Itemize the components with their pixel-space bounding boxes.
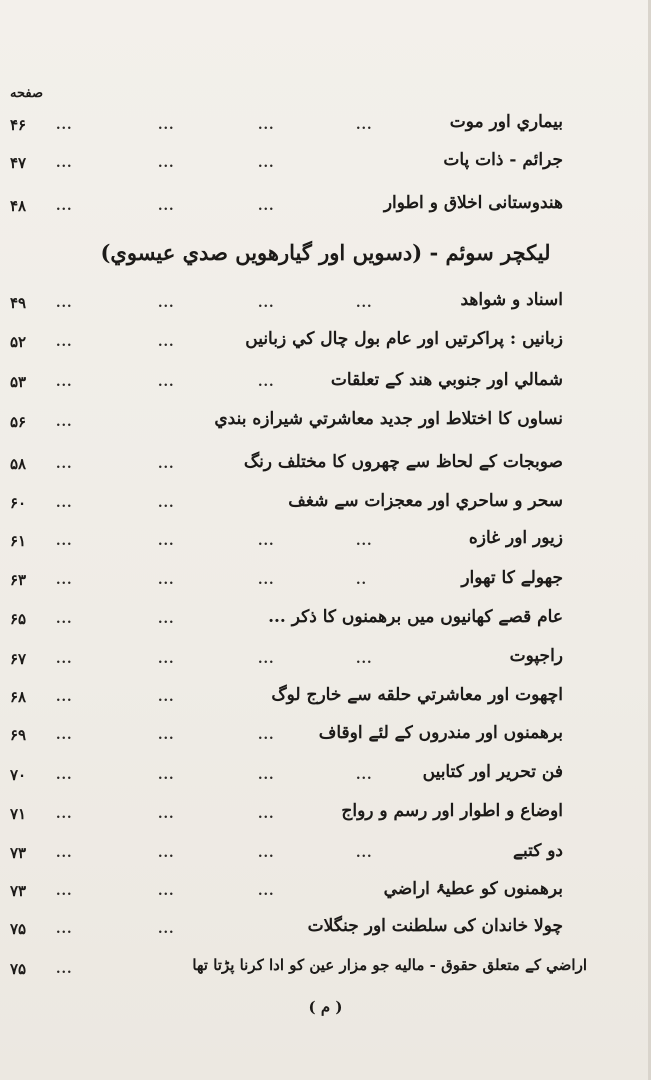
toc-page-number: ۴۸: [10, 197, 27, 215]
leader-dots: ...: [56, 612, 73, 627]
toc-title: صوبجات کے لحاظ سے چهروں کا مختلف رنگ: [243, 452, 563, 472]
leader-dots: ...: [258, 768, 275, 783]
toc-entry: [0, 150, 651, 180]
toc-entry: [0, 916, 651, 946]
toc-page-number: ۷۳: [10, 844, 27, 862]
toc-title: جرائم - ذات پات: [443, 150, 563, 170]
toc-page-number: ۵۳: [10, 373, 27, 391]
leader-dots: ...: [356, 534, 373, 549]
section-heading: لیکچر سوئم - (دسویں اور گیارهویں صدي عیسوي): [100, 240, 551, 265]
leader-dots: ...: [158, 922, 175, 937]
leader-dots: ...: [56, 846, 73, 861]
toc-entry: [0, 112, 651, 142]
leader-dots: ...: [158, 612, 175, 627]
toc-page-number: ۶۷: [10, 650, 27, 668]
leader-dots: ...: [56, 884, 73, 899]
toc-title: هندوستانی اخلاق و اطوار: [383, 193, 563, 213]
leader-dots: ...: [158, 728, 175, 743]
leader-dots: ...: [56, 457, 73, 472]
toc-title: سحر و ساحري اور معجزات سے شغف: [288, 491, 563, 511]
leader-dots: ...: [258, 296, 275, 311]
toc-page-number: ۴۶: [10, 116, 27, 134]
leader-dots: ...: [56, 768, 73, 783]
toc-entry: [0, 490, 651, 520]
toc-page-number: ۶۸: [10, 688, 27, 706]
toc-entry: [0, 762, 651, 792]
leader-dots: ...: [158, 156, 175, 171]
toc-entry: [0, 290, 651, 320]
leader-dots: ...: [158, 534, 175, 549]
toc-title: زبانیں : پراکرتیں اور عام بول چال کي زبانیں: [245, 329, 563, 349]
leader-dots: ...: [158, 118, 175, 133]
toc-title: برهمنوں اور مندروں کے لئے اوقاف: [318, 723, 563, 743]
toc-title: شمالي اور جنوبي هند کے تعلقات: [330, 370, 563, 390]
leader-dots: ..: [356, 573, 368, 588]
leader-dots: ...: [56, 496, 73, 511]
toc-entry: [0, 528, 651, 558]
toc-title: دو کتبے: [512, 841, 563, 861]
leader-dots: ...: [356, 118, 373, 133]
page-footer-number: ( م ): [308, 998, 343, 1016]
leader-dots: ...: [356, 846, 373, 861]
leader-dots: ...: [158, 496, 175, 511]
toc-entry: [0, 567, 651, 597]
leader-dots: ...: [56, 728, 73, 743]
toc-page-number: ۶۹: [10, 726, 27, 744]
leader-dots: ...: [56, 962, 73, 977]
toc-page-number: ۷۵: [10, 960, 27, 978]
toc-page-number: ۷۰: [10, 766, 27, 784]
toc-entry: [0, 878, 651, 908]
toc-entry: [0, 684, 651, 714]
leader-dots: ...: [258, 199, 275, 214]
toc-title: اسناد و شواهد: [460, 290, 563, 310]
leader-dots: ...: [258, 573, 275, 588]
toc-entry: [0, 193, 651, 223]
leader-dots: ...: [56, 296, 73, 311]
toc-title: جهولے کا تهوار: [461, 568, 563, 588]
toc-entry: [0, 329, 651, 359]
toc-title: فن تحریر اور کتابیں: [422, 762, 563, 782]
toc-entry: [0, 722, 651, 752]
toc-title: زیور اور غازه: [468, 528, 563, 548]
toc-page-number: ۶۳: [10, 571, 27, 589]
leader-dots: ...: [258, 118, 275, 133]
leader-dots: ...: [158, 807, 175, 822]
toc-entry: [0, 606, 651, 636]
leader-dots: ...: [258, 846, 275, 861]
toc-title: عام قصے کهانیوں میں برهمنوں کا ذکر ...: [268, 607, 563, 627]
leader-dots: ...: [56, 573, 73, 588]
leader-dots: ...: [158, 335, 175, 350]
toc-page-number: ۵۲: [10, 333, 27, 351]
leader-dots: ...: [158, 199, 175, 214]
leader-dots: ...: [158, 375, 175, 390]
leader-dots: ...: [158, 573, 175, 588]
toc-page-number: ۵۸: [10, 455, 27, 473]
leader-dots: ...: [56, 922, 73, 937]
toc-page-number: ۴۷: [10, 154, 27, 172]
leader-dots: ...: [56, 335, 73, 350]
leader-dots: ...: [56, 156, 73, 171]
leader-dots: ...: [158, 768, 175, 783]
leader-dots: ...: [258, 375, 275, 390]
toc-title: اوضاع و اطوار اور رسم و رواج: [341, 801, 563, 821]
toc-page-number: ۴۹: [10, 294, 27, 312]
toc-entry: [0, 840, 651, 870]
toc-page-number: ۷۳: [10, 882, 27, 900]
leader-dots: ...: [258, 156, 275, 171]
toc-title: برهمنوں کو عطیۂ اراضي: [383, 879, 563, 899]
leader-dots: ...: [258, 807, 275, 822]
page-column-header: صفحه: [10, 86, 43, 101]
toc-page-number: ۶۰: [10, 494, 27, 512]
leader-dots: ...: [158, 457, 175, 472]
leader-dots: ...: [356, 768, 373, 783]
toc-title: نساوں کا اختلاط اور جدید معاشرتي شیرازه بندي: [214, 409, 563, 429]
leader-dots: ...: [258, 534, 275, 549]
leader-dots: ...: [56, 652, 73, 667]
leader-dots: ...: [56, 199, 73, 214]
toc-title: چولا خاندان کی سلطنت اور جنگلات: [307, 916, 563, 936]
leader-dots: ...: [56, 534, 73, 549]
toc-title: اچهوت اور معاشرتي حلقه سے خارج لوگ: [271, 685, 563, 705]
toc-page-number: ۶۵: [10, 610, 27, 628]
toc-entry: [0, 646, 651, 676]
leader-dots: ...: [56, 690, 73, 705]
toc-page-number: ۷۱: [10, 805, 27, 823]
toc-entry: [0, 369, 651, 399]
toc-title: راجپوت: [509, 646, 563, 666]
leader-dots: ...: [258, 884, 275, 899]
toc-title: اراضي کے متعلق حقوق - مالیه جو مزار عین کو ادا کرنا پڑتا تها: [192, 956, 587, 974]
leader-dots: ...: [158, 884, 175, 899]
leader-dots: ...: [158, 296, 175, 311]
toc-page-number: ۵۶: [10, 413, 27, 431]
toc-title: بیماري اور موت: [449, 112, 563, 132]
leader-dots: ...: [158, 846, 175, 861]
leader-dots: ...: [56, 375, 73, 390]
toc-entry: [0, 409, 651, 439]
toc-entry: [0, 451, 651, 481]
leader-dots: ...: [356, 652, 373, 667]
toc-page-number: ۶۱: [10, 532, 27, 550]
toc-entry: [0, 801, 651, 831]
leader-dots: ...: [158, 690, 175, 705]
leader-dots: ...: [158, 652, 175, 667]
leader-dots: ...: [56, 118, 73, 133]
toc-page-number: ۷۵: [10, 920, 27, 938]
leader-dots: ...: [258, 728, 275, 743]
leader-dots: ...: [258, 652, 275, 667]
leader-dots: ...: [56, 807, 73, 822]
toc-entry: [0, 956, 651, 986]
leader-dots: ...: [356, 296, 373, 311]
leader-dots: ...: [56, 415, 73, 430]
